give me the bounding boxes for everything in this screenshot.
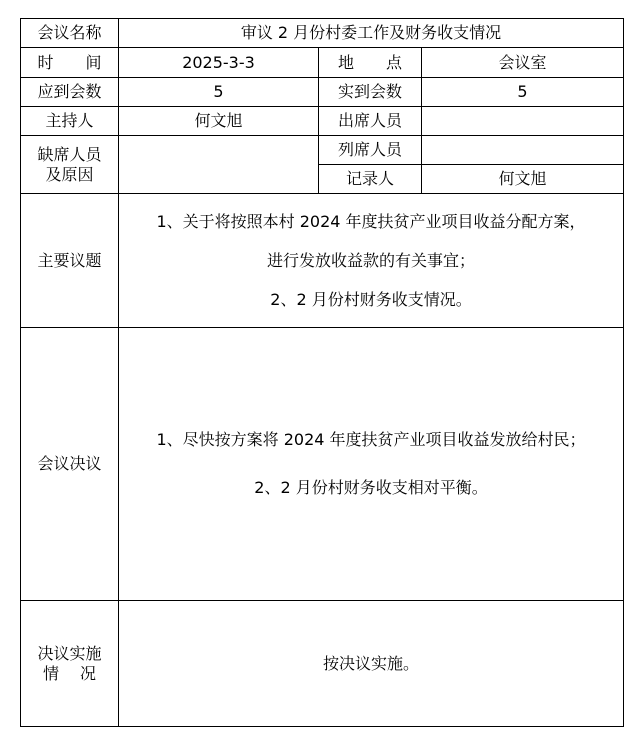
actual-count-label: 实到会数 (319, 78, 422, 107)
observers-label: 列席人员 (319, 136, 422, 165)
main-topics-label: 主要议题 (21, 194, 119, 328)
expected-count-label: 应到会数 (21, 78, 119, 107)
row-time-place (21, 48, 624, 78)
implementation-label-line2: 情 况 (42, 663, 97, 683)
meeting-minutes-table (20, 18, 624, 727)
recorder-value: 何文旭 (422, 165, 624, 194)
row-host (21, 107, 624, 136)
row-decisions (21, 328, 624, 601)
absent-label-line1: 缺席人员 (37, 144, 102, 164)
row-attendance-count (21, 78, 624, 107)
implementation-label-line1: 决议实施 (37, 643, 102, 663)
place-value: 会议室 (422, 48, 624, 78)
implementation-label (21, 601, 119, 727)
host-value: 何文旭 (119, 107, 319, 136)
attendees-value (422, 107, 624, 136)
decisions-content (119, 328, 624, 601)
attendees-label: 出席人员 (319, 107, 422, 136)
time-label: 时 间 (21, 48, 119, 78)
absent-label-line2: 及原因 (45, 164, 94, 184)
expected-count-value: 5 (119, 78, 319, 107)
topic-item: 1、关于将按照本村 2024 年度扶贫产业项目收益分配方案， (156, 211, 586, 231)
host-label: 主持人 (21, 107, 119, 136)
decision-item: 1、尽快按方案将 2024 年度扶贫产业项目收益发放给村民； (156, 430, 586, 449)
row-implementation (21, 601, 624, 727)
row-meeting-name (21, 19, 624, 48)
topic-item: 进行发放收益款的有关事宜； (267, 250, 476, 270)
meeting-name-label: 会议名称 (21, 19, 119, 48)
implementation-value: 按决议实施。 (323, 653, 420, 673)
absent-value (119, 136, 319, 194)
actual-count-value: 5 (422, 78, 624, 107)
recorder-label: 记录人 (319, 165, 422, 194)
absent-label (21, 136, 119, 194)
row-main-topics (21, 194, 624, 328)
topic-item: 2、2 月份村财务收支情况。 (270, 289, 472, 309)
observers-value (422, 136, 624, 165)
implementation-content (119, 601, 624, 727)
decisions-label: 会议决议 (21, 328, 119, 601)
decision-item: 2、2 月份村财务收支相对平衡。 (254, 478, 488, 497)
time-value: 2025-3-3 (119, 48, 319, 78)
row-absent-observers (21, 136, 624, 165)
main-topics-content (119, 194, 624, 328)
place-label: 地 点 (319, 48, 422, 78)
meeting-name-value: 审议 2 月份村委工作及财务收支情况 (119, 19, 624, 48)
